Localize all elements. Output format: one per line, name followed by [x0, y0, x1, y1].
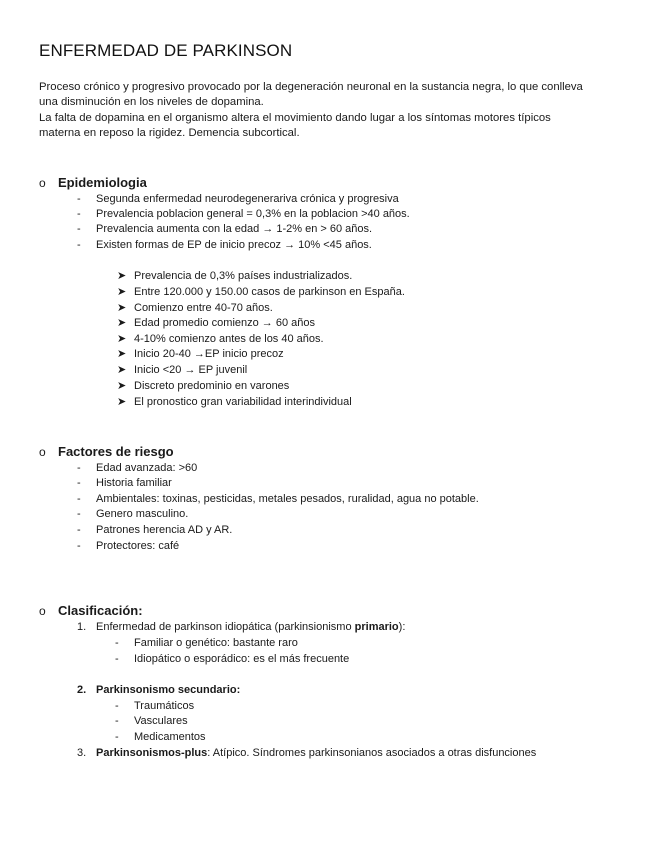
circle-bullet-icon: o: [39, 604, 46, 618]
list-item: [77, 207, 410, 222]
sub-list-item: [115, 730, 206, 745]
section-heading-clasificacion: [39, 603, 143, 618]
arrow-list-item: [117, 363, 247, 379]
arrow-item-text: Inicio <20 → EP juvenil: [134, 364, 248, 376]
dash-bullet: -: [115, 715, 119, 727]
dash-bullet: -: [77, 508, 81, 520]
dash-bullet: -: [77, 193, 81, 205]
item-text-end: ):: [398, 621, 406, 633]
arrow-list-item: [117, 332, 324, 348]
list-item-text: Genero masculino.: [96, 508, 189, 520]
circle-bullet-icon: o: [39, 176, 46, 190]
list-item: [77, 222, 372, 237]
dash-bullet: -: [77, 223, 81, 235]
dash-bullet: -: [77, 462, 81, 474]
arrow-bullet-icon: ➤: [117, 380, 127, 392]
dash-bullet: -: [115, 653, 119, 665]
item-number: 3.: [77, 747, 87, 759]
list-item-text: Ambientales: toxinas, pesticidas, metales pesados, ruralidad, agua no potable.: [96, 493, 479, 505]
list-item: [77, 238, 372, 253]
dash-bullet: -: [77, 239, 81, 251]
arrow-bullet-icon: ➤: [117, 317, 127, 329]
arrow-list-item: [117, 379, 289, 395]
sub-list-item: [115, 636, 298, 651]
arrow-list-item: [117, 347, 284, 363]
section-title: Clasificación:: [58, 603, 143, 618]
arrow-bullet-icon: ➤: [117, 333, 127, 345]
list-item-text: Segunda enfermedad neurodegenerariva crónica y progresiva: [96, 193, 399, 205]
arrow-item-text: Prevalencia de 0,3% países industrializados.: [134, 270, 353, 282]
arrow-bullet-icon: ➤: [117, 270, 127, 282]
dash-bullet: -: [115, 700, 119, 712]
list-item-text: Traumáticos: [134, 700, 195, 712]
arrow-list-item: [117, 316, 315, 332]
arrow-item-text: 4-10% comienzo antes de los 40 años.: [134, 333, 324, 345]
numbered-item-2: [77, 683, 240, 698]
list-item-text: Prevalencia aumenta con la edad → 1-2% en > 60 años.: [96, 223, 373, 235]
dash-bullet: -: [115, 637, 119, 649]
arrow-list-item: [117, 269, 352, 285]
dash-bullet: -: [77, 540, 81, 552]
list-item: [77, 492, 479, 507]
numbered-item-1: [77, 620, 405, 635]
arrow-bullet-icon: ➤: [117, 348, 127, 360]
list-item-text: Prevalencia poblacion general = 0,3% en la poblacion >40 años.: [96, 208, 410, 220]
arrow-bullet-icon: ➤: [117, 364, 127, 376]
section-heading-factores: [39, 444, 174, 459]
dash-bullet: -: [115, 731, 119, 743]
sub-list-item: [115, 714, 188, 729]
arrow-list-item: [117, 395, 352, 411]
dash-bullet: -: [77, 477, 81, 489]
arrow-bullet-icon: ➤: [117, 286, 127, 298]
arrow-list-item: [117, 285, 405, 301]
list-item: [77, 192, 399, 207]
intro-line-4: materna en reposo la rigidez. Demencia subcortical.: [39, 127, 300, 139]
item-text-bold: primario: [354, 621, 399, 633]
section-title: Factores de riesgo: [58, 444, 174, 459]
sub-list-item: [115, 699, 194, 714]
intro-line-2: una disminución en los niveles de dopamina.: [39, 96, 264, 108]
numbered-item-3: [77, 746, 536, 761]
list-item: [77, 539, 179, 554]
list-item-text: Vasculares: [134, 715, 188, 727]
list-item-text: Patrones herencia AD y AR.: [96, 524, 233, 536]
dash-bullet: -: [77, 524, 81, 536]
circle-bullet-icon: o: [39, 445, 46, 459]
list-item-text: Idiopático o esporádico: es el más frecuente: [134, 653, 350, 665]
arrow-item-text: Discreto predominio en varones: [134, 380, 290, 392]
arrow-item-text: Entre 120.000 y 150.00 casos de parkinson en España.: [134, 286, 405, 298]
arrow-item-text: Inicio 20-40 →EP inicio precoz: [134, 348, 284, 360]
list-item-text: Historia familiar: [96, 477, 172, 489]
list-item: [77, 461, 197, 476]
intro-line-3: La falta de dopamina en el organismo altera el movimiento dando lugar a los síntomas motores típicos: [39, 112, 551, 124]
intro-line-1: Proceso crónico y progresivo provocado por la degeneración neuronal en la sustancia negra, lo que conlleva: [39, 81, 583, 93]
list-item-text: Protectores: café: [96, 540, 180, 552]
arrow-item-text: Comienzo entre 40-70 años.: [134, 302, 273, 314]
dash-bullet: -: [77, 493, 81, 505]
item-number: 1.: [77, 621, 87, 633]
item-text: : Atípico. Síndromes parkinsonianos asociados a otras disfunciones: [207, 747, 537, 759]
item-text-bold: Parkinsonismos-plus: [96, 747, 208, 759]
list-item-text: Familiar o genético: bastante raro: [134, 637, 298, 649]
list-item-text: Medicamentos: [134, 731, 206, 743]
section-heading-epidemiologia: [39, 175, 147, 190]
arrow-bullet-icon: ➤: [117, 396, 127, 408]
arrow-item-text: El pronostico gran variabilidad interindividual: [134, 396, 352, 408]
list-item: [77, 476, 172, 491]
arrow-list-item: [117, 301, 273, 317]
list-item-text: Edad avanzada: >60: [96, 462, 198, 474]
dash-bullet: -: [77, 208, 81, 220]
arrow-item-text: Edad promedio comienzo → 60 años: [134, 317, 315, 329]
item-text: Enfermedad de parkinson idiopática (parkinsionismo: [96, 621, 355, 633]
page-title: ENFERMEDAD DE PARKINSON: [39, 41, 293, 60]
list-item-text: Existen formas de EP de inicio precoz → 10% <45 años.: [96, 239, 372, 251]
item-text: Parkinsonismo secundario:: [96, 684, 241, 696]
item-number: 2.: [77, 684, 87, 696]
list-item: [77, 523, 232, 538]
sub-list-item: [115, 652, 349, 667]
section-title: Epidemiologia: [58, 175, 147, 190]
list-item: [77, 507, 188, 522]
arrow-bullet-icon: ➤: [117, 302, 127, 314]
